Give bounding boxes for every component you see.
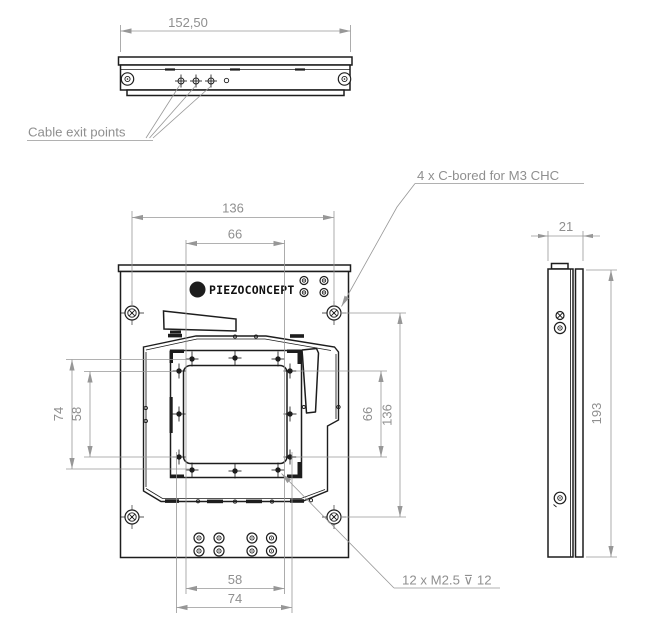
cbore-label: 4 x C-bored for M3 CHC	[417, 168, 560, 183]
dim-text-bottom-outer: 74	[227, 591, 243, 606]
logo-text: PIEZOCONCEPT	[209, 283, 295, 297]
tapped-label: 12 x M2.5 ⊽ 12	[402, 572, 492, 588]
dim-text-bottom-inner: 58	[227, 572, 243, 587]
dim-text-right-outer: 136	[379, 404, 395, 426]
dim-text-overall-height: 193	[589, 402, 604, 425]
dim-text-mount-spacing-x: 136	[222, 200, 244, 216]
groove-dash	[230, 68, 240, 70]
dim-text-top-inner-span: 66	[227, 226, 243, 242]
cable-exit-label: Cable exit points	[28, 124, 126, 140]
side-view	[531, 219, 617, 557]
aperture	[184, 366, 288, 464]
dim-text-thickness: 21	[558, 219, 574, 234]
dim-text-left-outer: 74	[51, 406, 66, 422]
dim-text-left-inner: 58	[69, 406, 84, 422]
dim-overall-width	[121, 15, 351, 52]
side-screw-mid	[554, 322, 565, 333]
top-view	[27, 15, 352, 141]
dim-thickness	[531, 219, 600, 261]
front-view	[51, 168, 584, 613]
side-view-part	[548, 264, 583, 558]
dim-text-right-inner: 66	[360, 406, 375, 422]
groove-dash	[295, 68, 305, 70]
moving-platform	[170, 349, 319, 479]
groove-dash	[165, 68, 175, 70]
dim-text-overall-width: 152,50	[168, 15, 208, 30]
dim-overall-height	[586, 270, 617, 557]
logo-icon	[190, 282, 206, 298]
screw-icon	[338, 73, 350, 85]
screw-icon	[121, 73, 133, 85]
side-screw-upper	[556, 312, 564, 320]
top-view-part	[119, 57, 353, 96]
